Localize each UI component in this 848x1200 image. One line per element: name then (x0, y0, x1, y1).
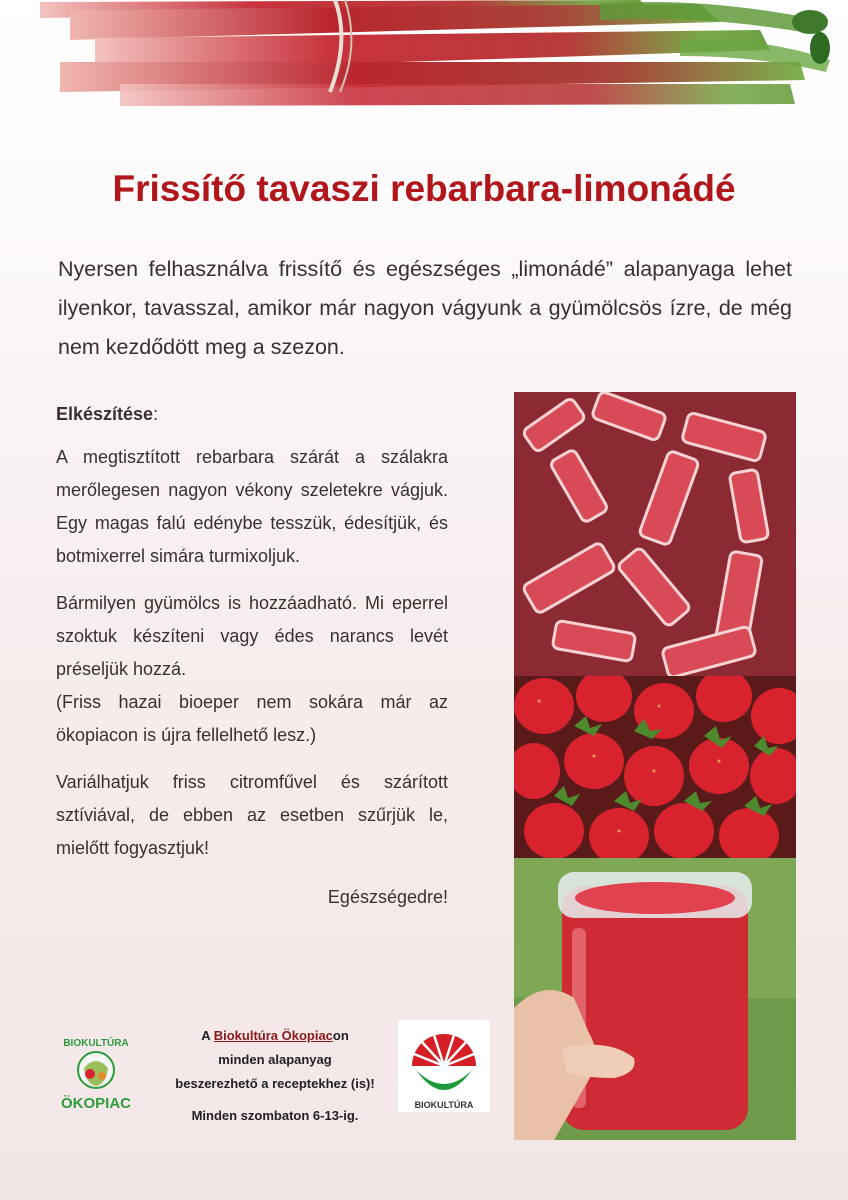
instructions-paragraph-1: A megtisztított rebarbara szárát a szálakra merőlegesen nagyon vékony szeletekre vágjuk. Egy magas falú edénybe tesszük, édesítjük, és botmixerrel simára turmixoljuk. (56, 447, 448, 566)
instructions-paragraph-4: Variálhatjuk friss citromfűvel és szárított sztíviával, de ebben az esetben szűrjük le, mielőtt fogyasztjuk! (56, 772, 448, 858)
lemonade-jar-photo (514, 858, 796, 1140)
instructions-paragraph-2: Bármilyen gyümölcs is hozzáadható. Mi eperrel szoktuk készíteni vagy édes narancs levét préseljük hozzá. (56, 593, 448, 679)
instructions-paragraph-3: (Friss hazai bioeper nem sokára már az ökopiacon is újra fellelhető lesz.) (56, 692, 448, 745)
closing-greeting: Egészségedre! (327, 887, 448, 907)
instructions-heading-colon: : (153, 404, 159, 424)
market-info-prefix: A (201, 1028, 214, 1043)
okopiac-logo-name: ÖKOPIAC (60, 1095, 132, 1112)
rhubarb-banner-image (0, 0, 848, 115)
page-title: Frissítő tavaszi rebarbara-limonádé (112, 168, 736, 209)
market-info (150, 1024, 400, 1128)
rhubarb-pieces-photo (514, 392, 796, 676)
market-info-line-2: minden alapanyag (218, 1052, 332, 1067)
okopiac-logo (52, 1028, 140, 1114)
instructions-heading-label: Elkészítése (56, 404, 154, 424)
market-info-line-1 (150, 1024, 400, 1048)
recipe-instructions (56, 398, 448, 928)
okopiac-logo-arc-text: BIOKULTÚRA (63, 1038, 129, 1049)
biokultura-logo-name: BIOKULTÚRA (414, 1100, 474, 1110)
market-schedule: Minden szombaton 6-13-ig. (191, 1108, 359, 1123)
biokultura-logo (398, 1020, 490, 1112)
photo-column (514, 392, 796, 1140)
instructions-heading (56, 398, 448, 431)
okopiac-link[interactable]: Biokultúra Ökopiac (213, 1028, 333, 1043)
market-info-line-3: beszerezhető a receptekhez (is)! (175, 1076, 375, 1091)
market-info-suffix: on (332, 1028, 349, 1043)
strawberries-photo (514, 676, 796, 858)
intro-paragraph: Nyersen felhasználva frissítő és egészséges „limonádé” alapanyaga lehet ilyenkor, tavasszal, amikor már nagyon vágyunk a gyümölcsös ízre, de még nem kezdődött meg a szezon. (58, 257, 792, 359)
